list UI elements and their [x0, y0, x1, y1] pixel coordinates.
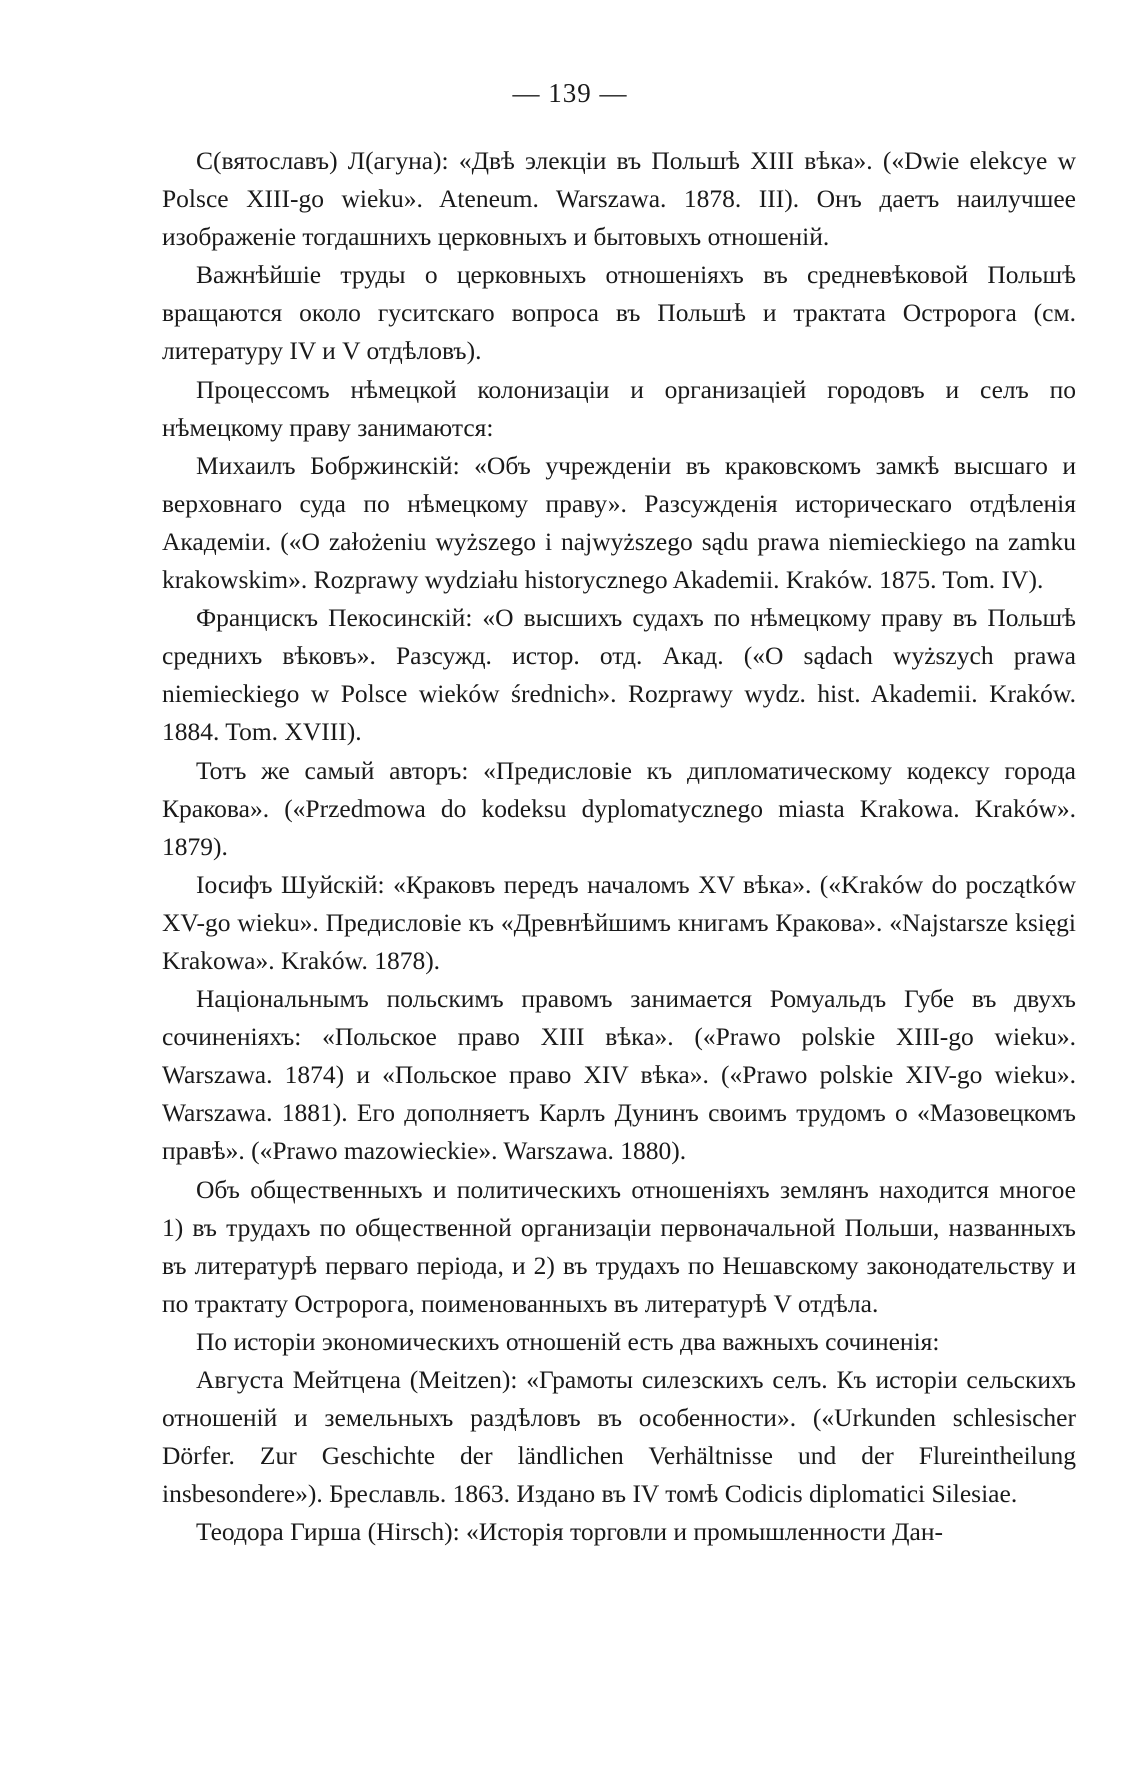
paragraph-german-colonization: Процессомъ нѣмецкой колонизаціи и организаціей городовъ и селъ по нѣмецкому праву занимаются:: [162, 374, 1076, 442]
paragraph-national-law: Національнымъ польскимъ правомъ занимается Ромуальдъ Губе въ двухъ сочиненіяхъ: «Польское право XIII вѣка». («Prawo polskie XIII-go wieku». Warszawa. 1874) и «Польское право XIV вѣка». («Prawo polskie XIV-go wieku». Warszawa. 1881). Его дополняетъ Карлъ Дунинъ своимъ трудомъ о «Мазовецкомъ правѣ». («Prawo mazowieckie». Warszawa. 1880).: [162, 984, 1076, 1166]
paragraph-same-author: Тотъ же самый авторъ: «Предисловіе къ дипломатическому кодексу города Кракова». («Przedmowa do kodeksu dyplomatycznego miasta Krakowa. Kraków». 1879).: [162, 755, 1076, 861]
page-number: — 139 —: [512, 78, 628, 108]
paragraph-hirsch: Теодора Гирша (Hirsch): «Исторія торговли и промышленности Дан-: [196, 1517, 943, 1547]
paragraph-szujski: Іосифъ Шуйскій: «Краковъ передъ началомъ XV вѣка». («Kraków do początków XV-go wieku». Предисловіе къ «Древнѣйшимъ книгамъ Кракова». «Najstarsze księgi Krakowa». Kraków. 1878).: [162, 869, 1076, 975]
body-text: [162, 142, 1076, 1551]
paragraph-economic-history: По исторіи экономическихъ отношеній есть два важныхъ сочиненія:: [196, 1326, 940, 1356]
paragraph-meitzen: Августа Мейтцена (Meitzen): «Грамоты силезскихъ селъ. Къ исторіи сельскихъ отношеній и земельныхъ раздѣловъ въ особенности». («Urkunden schlesischer Dörfer. Zur Geschichte der ländlichen Verhältnisse und der Flureintheilung insbesondere»). Бреславль. 1863. Издано въ IV томѣ Codicis diplomatici Silesiae.: [162, 1365, 1076, 1509]
paragraph-bobrzynski: Михаилъ Бобржинскій: «Объ учрежденіи въ краковскомъ замкѣ высшаго и верховнаго суда по нѣмецкому праву». Разсужденія историческаго отдѣленія Академіи. («O założeniu wyższego i najwyższego sądu prawa niemieckiego na zamku krakowskim». Rozprawy wydziału historycznego Akademii. Kraków. 1875. Tom. IV).: [162, 450, 1076, 595]
paragraph-piekosinski: Францискъ Пекосинскій: «О высшихъ судахъ по нѣмецкому праву въ Польшѣ среднихъ вѣковъ». Разсужд. истор. отд. Акад. («O sądach wyższych prawa niemieckiego w Polsce wieków średnich». Rozprawy wydz. hist. Akademii. Kraków. 1884. Tom. XVIII).: [162, 603, 1076, 747]
paragraph-lagouna: С(вятославъ) Л(агуна): «Двѣ элекціи въ Польшѣ XIII вѣка». («Dwie elekcye w Polsce XIII-go wieku». Ateneum. Warszawa. 1878. III). Онъ даетъ наилучшее изображеніе тогдашнихъ церковныхъ и бытовыхъ отношеній.: [162, 146, 1076, 252]
paragraph-church-relations: Важнѣйшіе труды о церковныхъ отношеніяхъ въ средневѣковой Польшѣ вращаются около гуситскаго вопроса въ Польшѣ и трактата Остророга (см. литературу IV и V отдѣловъ).: [162, 260, 1076, 366]
paragraph-landowners: Объ общественныхъ и политическихъ отношеніяхъ землянъ находится многое 1) въ трудахъ по общественной организаціи первоначальной Польши, названныхъ въ литературѣ перваго періода, и 2) въ трудахъ по Нешавскому законодательству и по трактату Остророга, поименованныхъ въ литературѣ V отдѣла.: [162, 1174, 1076, 1318]
